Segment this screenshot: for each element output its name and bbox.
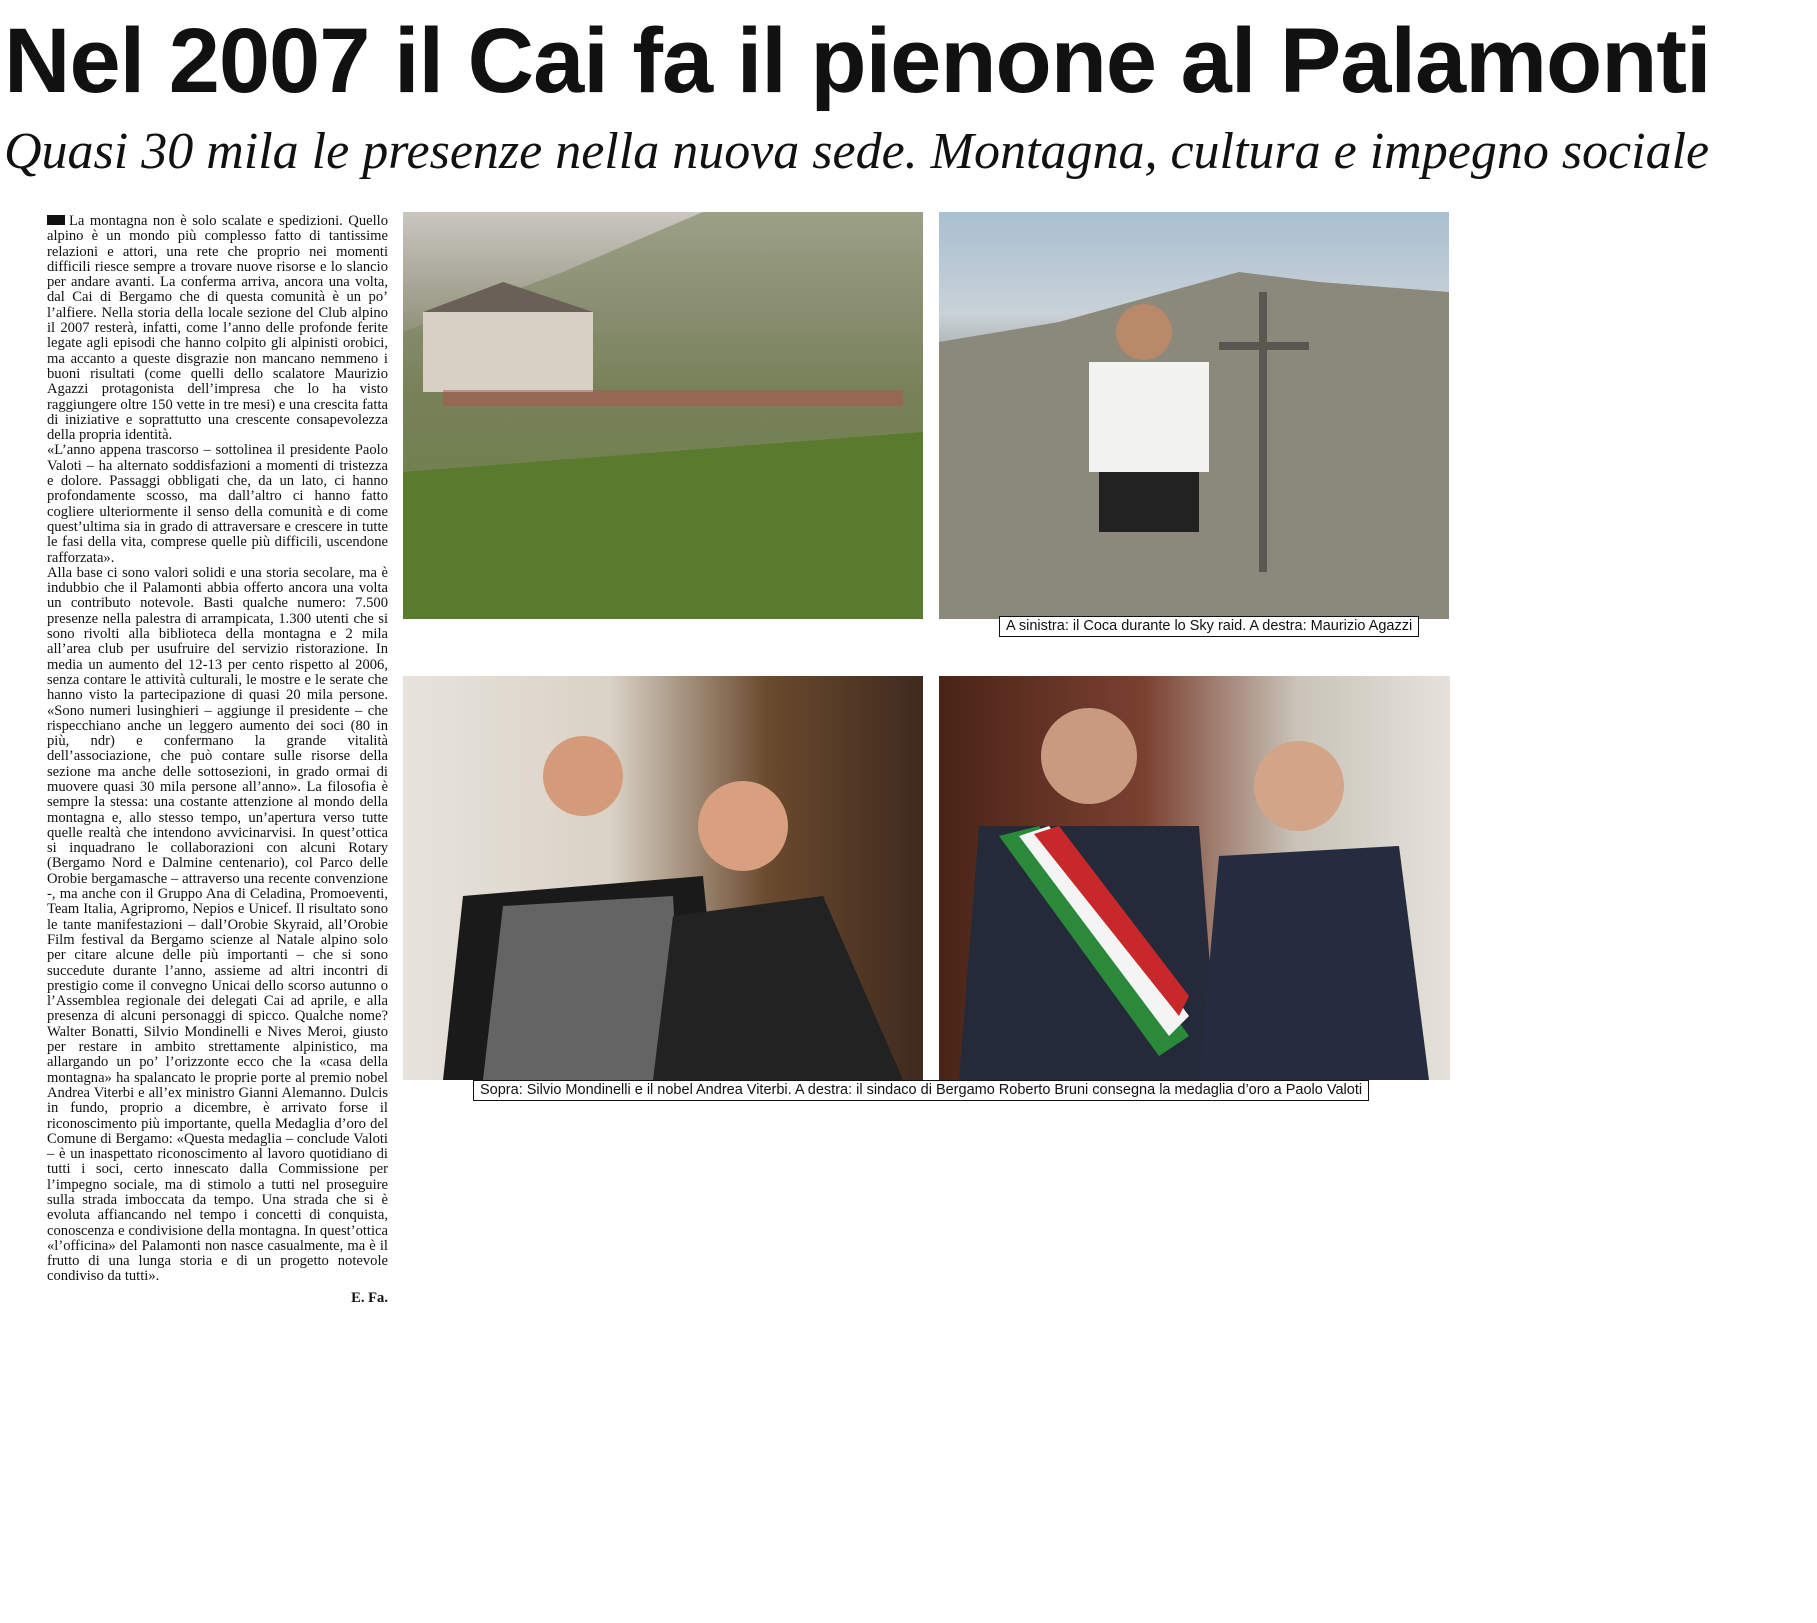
photo-mondinelli-viterbi [403, 676, 923, 1080]
subheadline: Quasi 30 mila le presenze nella nuova sede. Montagna, cultura e impegno sociale [4, 123, 1710, 180]
article-paragraph: «L’anno appena trascorso – sottolinea il presidente Paolo Valoti – ha alternato soddisfazioni a momenti di tristezza e dolore. Passaggi obbligati che, da un lato, ci hanno profondamente scosso, ma dall’altro ci hanno fatto cogliere ulteriormente il senso della comunità e di come quest’ultima sia in grado di attraversare e crescere in tutte le fasi della vita, comprese quelle più difficili, uscendone rafforzata». [47, 442, 388, 566]
photo-climber-summit-cross [939, 212, 1449, 619]
author-signature: E. Fa. [351, 1289, 388, 1306]
two-men-illustration [403, 676, 923, 1080]
photo-mountain-hut-crowd [403, 212, 923, 619]
photo-caption-bottom: Sopra: Silvio Mondinelli e il nobel Andrea Viterbi. A destra: il sindaco di Bergamo Roberto Bruni consegna la medaglia d’oro a Paolo Valoti [473, 1080, 1369, 1101]
article-paragraph: La montagna non è solo scalate e spedizioni. Quello alpino è un mondo più complesso fatto di tantissime relazioni e attori, una rete che proprio nei momenti difficili riesce sempre a trovare nuove risorse e lo slancio per andare avanti. La conferma arriva, ancora una volta, dal Cai di Bergamo che di questa comunità è un po’ l’alfiere. Nella storia della locale sezione del Club alpino il 2007 resterà, infatti, come l’anno delle profonde ferite legate agli episodi che hanno colpito gli alpinisti orobici, ma accanto a queste disgrazie non mancano nemmeno i buoni risultati (come quelli dello scalatore Maurizio Agazzi protagonista dell’impresa che lo ha visto raggiungere oltre 150 vette in tre mesi) e una crescita fatta di iniziative e soprattutto una crescente consapevolezza della propria identità. [47, 213, 388, 444]
photo-caption-top: A sinistra: il Coca durante lo Sky raid. A destra: Maurizio Agazzi [999, 616, 1419, 637]
article-body [47, 214, 388, 1306]
article-paragraph: Alla base ci sono valori solidi e una storia secolare, ma è indubbio che il Palamonti abbia offerto ancora una volta un contributo notevole. Basti qualche numero: 7.500 presenze nella palestra di arrampicata, 1.300 utenti che si sono rivolti alla biblioteca della montagna e 2 mila all’area club per usufruire del servizio ristorazione. In media un aumento del 12-13 per cento rispetto al 2006, senza contare le attività culturali, le mostre e le serate che hanno visto la partecipazione di quasi 20 mila persone. «Sono numeri lusinghieri – aggiunge il presidente – che rispecchiano anche un leggero aumento dei soci (80 in più, ndr) e confermano la grande vitalità dell’associazione, che può contare sulle risorse della sezione ma anche delle sottosezioni, in grado ormai di muovere quasi 30 mila persone all’anno». La filosofia è sempre la stessa: una costante attenzione al mondo della montagna e, allo stesso tempo, un’apertura verso tutte quelle realtà che intendono avvicinarvisi. In quest’ottica si inquadrano le collaborazioni con alcuni Rotary (Bergamo Nord e Dalmine centenario), col Parco delle Orobie bergamasche – attraverso una recente convenzione -, ma anche con il Gruppo Ana di Celadina, Promoeventi, Team Italia, Agripromo, Nepios e Unicef. Il risultato sono le tante manifestazioni – dall’Orobie Skyraid, all’Orobie Film festival da Bergamo scienze al Natale alpino solo per citare alcune delle più importanti – che si sono succedute durante l’anno, assieme ad altri incontri di prestigio come il convegno Unicai dello scorso autunno o l’Assemblea regionale dei delegati Cai ad aprile, e alla presenza di alcuni personaggi di spicco. Qualche nome? Walter Bonatti, Silvio Mondinelli e Nives Meroi, giusto per restare in ambito strettamente alpinistico, ma allargando un po’ l’orizzonte ecco che la «casa della montagna» ha spalancato le proprie porte al premio nobel Andrea Viterbi e all’ex ministro Gianni Alemanno. Dulcis in fundo, proprio a dicembre, è arrivato forse il riconoscimento più importante, quella Medaglia d’oro del Comune di Bergamo: «Questa medaglia – conclude Valoti – è un inaspettato riconoscimento al lavoro quotidiano di tutti i soci, certo innescato dalla Commissione per l’impegno sociale, ma di stimolo a tutti nel proseguire sulla strada imboccata da tempo. Una strada che si è evoluta affiancando nel tempo i concetti di conquista, conoscenza e condivisione della montagna. In quest’ottica «l’officina» del Palamonti non nasce casualmente, ma è il frutto di una lunga storia e di un progetto notevole condiviso da tutti». [47, 564, 388, 1285]
photo-mayor-medal [939, 676, 1450, 1080]
paragraph-marker [47, 215, 65, 225]
climber-summit-illustration [939, 212, 1449, 619]
mountain-hut-illustration [403, 212, 923, 619]
mayor-medal-illustration [939, 676, 1450, 1080]
headline: Nel 2007 il Cai fa il pienone al Palamonti [4, 10, 1711, 112]
